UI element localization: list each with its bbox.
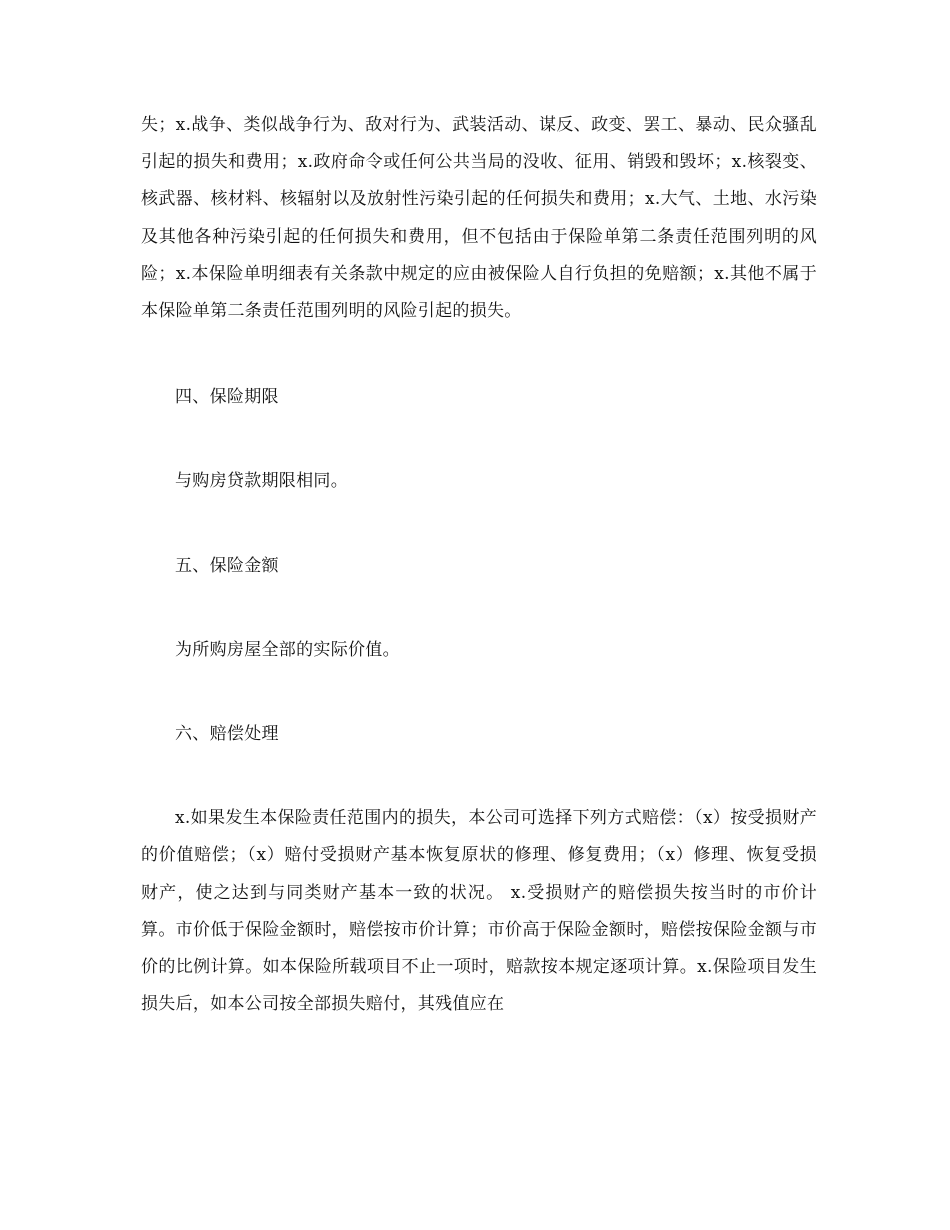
- paragraph-spacer: [141, 669, 817, 716]
- section-body-insured-amount: 为所购房屋全部的实际价值。: [175, 639, 400, 660]
- clause-exclusions-continuation: 失；x.战争、类似战争行为、敌对行为、武装活动、谋反、政变、罢工、暴动、民众骚乱引起的损失和费用；x.政府命令或任何公共当局的没收、征用、销毁和毁坏；x.核裂变、核武器、核材料、核辐射以及放射性污染引起的任何损失和费用；x.大气、土地、水污染及其他各种污染引起的任何损失和费用，但不包括由于保险单第二条责任范围列明的风险；x.本保险单明细表有关条款中规定的应由被保险人自行负担的免赔额；x.其他不属于本保险单第二条责任范围列明的风险引起的损失。: [141, 115, 817, 322]
- section-heading-insurance-period: 四、保险期限: [175, 387, 279, 408]
- document-body: [141, 107, 817, 1023]
- paragraph-spacer: [141, 585, 817, 632]
- paragraph-spacer: [141, 330, 817, 379]
- paragraph-spacer: [141, 501, 817, 548]
- section-heading-insured-amount: 五、保险金额: [175, 555, 279, 576]
- section-body-insurance-period: 与购房贷款期限相同。: [175, 471, 348, 492]
- section-body-claims-handling: x.如果发生本保险责任范围内的损失，本公司可选择下列方式赔偿：（x）按受损财产的价值赔偿；（x）赔付受损财产基本恢复原状的修理、修复费用；（x）修理、恢复受损财产，使之达到与同类财产基本一致的状况。 x.受损财产的赔偿损失按当时的市价计算。市价低于保险金额时，赔偿按市价计算；市价高于保险金额时，赔偿按保险金额与市价的比例计算。如本保险所载项目不止一项时，赔款按本规定逐项计算。x.保险项目发生损失后，如本公司按全部损失赔付，其残值应在: [141, 808, 817, 1015]
- paragraph-spacer: [141, 753, 817, 800]
- section-heading-claims-handling: 六、赔偿处理: [175, 724, 279, 745]
- paragraph-spacer: [141, 416, 817, 463]
